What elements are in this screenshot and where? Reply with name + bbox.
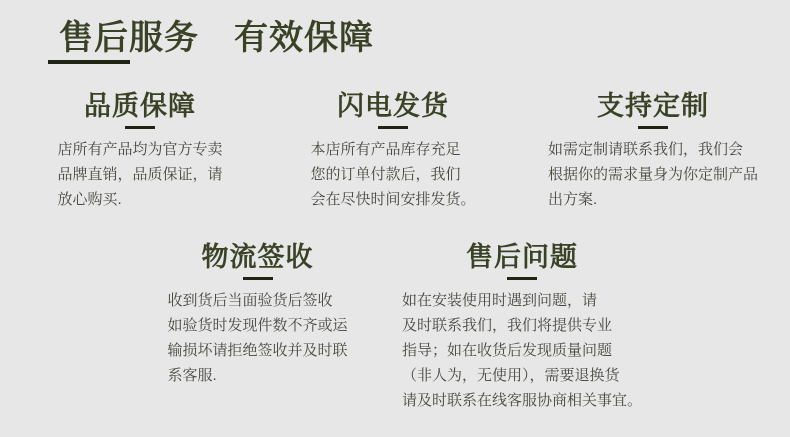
card-text-line: 本店所有产品库存充足 [310, 141, 461, 158]
card-body [402, 288, 642, 413]
card-text-line: 输损坏请拒绝签收并及时联 [167, 342, 348, 359]
card-body [548, 137, 758, 212]
card-title: 售后问题 [466, 242, 578, 272]
card-text-line: 系客服. [167, 367, 217, 384]
service-card-quality [40, 90, 240, 212]
card-body [310, 137, 475, 212]
card-text-line: 及时联系我们，我们将提供专业 [401, 317, 612, 334]
card-text-line: 请及时联系在线客服协商相关事宜。 [401, 392, 642, 409]
card-title: 支持定制 [597, 91, 709, 121]
card-title: 闪电发货 [337, 91, 449, 121]
card-title-underline [378, 126, 408, 129]
card-title-underline [507, 277, 537, 280]
card-text-line: 会在尽快时间安排发货。 [310, 191, 476, 208]
card-text-line: 收到货后当面验货后签收 [167, 292, 333, 309]
card-text-line: 您的订单付款后，我们 [310, 166, 461, 183]
page-title: 售后服务 有效保障 [59, 19, 374, 57]
card-title: 品质保障 [84, 91, 196, 121]
service-card-customization [538, 90, 768, 212]
card-text-line: 如验货时发现件数不齐或运 [167, 317, 348, 334]
card-body [57, 137, 222, 212]
card-body [167, 288, 347, 388]
card-title-underline [125, 126, 155, 129]
card-text-line: （非人为，无使用），需要退换货 [401, 367, 620, 384]
card-text-line: 根据你的需求量身为你定制产品 [547, 166, 758, 183]
card-text-line: 店所有产品均为官方专卖 [57, 141, 223, 158]
card-text-line: 如需定制请联系我们，我们会 [547, 141, 743, 158]
card-text-line: 放心购买. [57, 191, 122, 208]
service-card-shipping [298, 90, 488, 212]
card-title-underline [243, 277, 273, 280]
service-card-aftersales [392, 241, 652, 413]
card-text-line: 出方案. [547, 191, 598, 208]
card-title: 物流签收 [201, 242, 314, 272]
service-card-logistics [150, 241, 365, 388]
card-text-line: 品牌直销，品质保证，请 [57, 166, 223, 183]
card-text-line: 指导；如在收货后发现质量问题 [401, 342, 612, 359]
card-title-underline [638, 126, 668, 129]
card-text-line: 如在安装使用时遇到问题，请 [401, 292, 597, 309]
title-underline [48, 60, 130, 64]
